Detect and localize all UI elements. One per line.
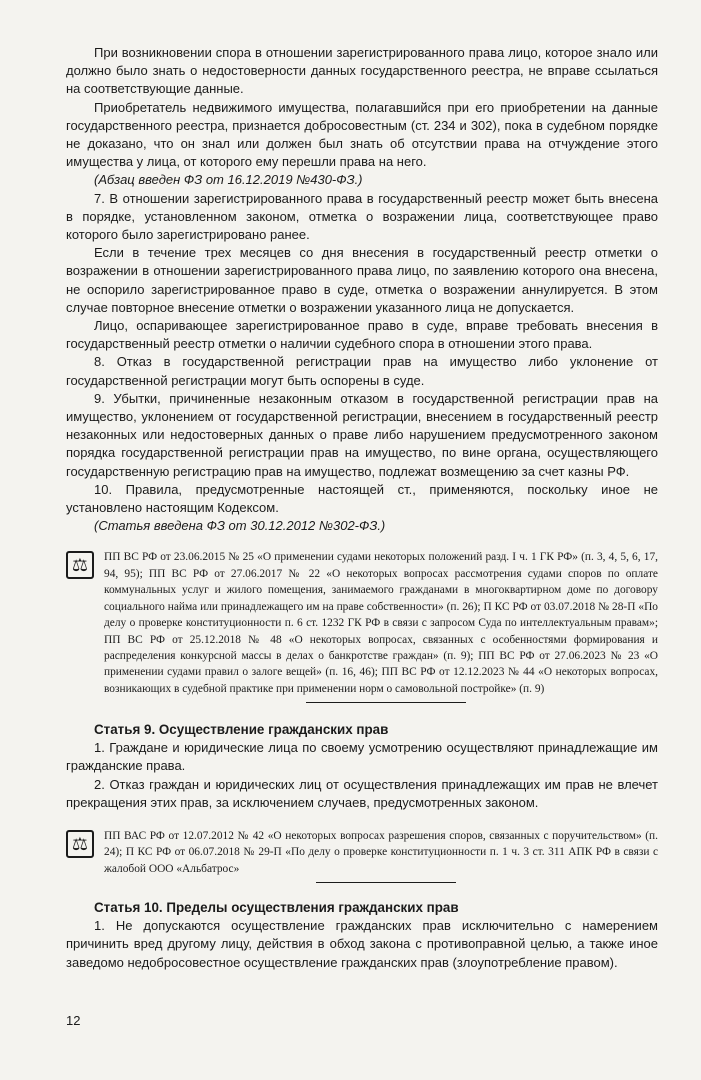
article-9-heading: Статья 9. Осуществление гражданских прав (94, 722, 389, 738)
paragraph: 9. Убытки, причиненные незаконным отказом в государственной регистрации прав на имущество, уклонением от государственной регистрации, внесением в государственный реестр незаконных или недостоверных данных о праве либо нарушением предусмотренного законом порядка государственной регистрации прав на имущество, по вине органа, осуществляющего государственную регистрацию прав на имущество, подлежат возмещению за счет казны РФ. (66, 390, 658, 479)
paragraph: 8. Отказ в государственной регистрации прав на имущество либо уклонение от государственной регистрации могут быть оспорены в суде. (66, 354, 658, 388)
scales-icon: ⚖ (66, 551, 94, 579)
court-practice-note (66, 549, 658, 697)
article-10-heading: Статья 10. Пределы осуществления гражданских прав (94, 900, 459, 916)
paragraph: Если в течение трех месяцев со дня внесения в государственный реестр отметки о возражении в отношении зарегистрированного права лицо, по заявлению которого она внесена, не оспорило зарегистрированное право в суде, отметка о возражении аннулируется. В этом случае повторное внесение отметки о возражении указанного лица не допускается. (66, 245, 658, 315)
page-number: 12 (66, 1013, 81, 1028)
paragraph: 10. Правила, предусмотренные настоящей ст., применяются, поскольку иное не установлено настоящим Кодексом. (66, 481, 658, 516)
court-practice-note (66, 828, 658, 877)
paragraph: 1. Не допускаются осуществление гражданских прав исключительно с намерением причинить вред другому лицу, действия в обход закона с противоправной целью, а также иное заведомо недобросовестное осуществление гражданских прав (злоупотребление правом). (66, 918, 658, 970)
paragraph: Лицо, оспаривающее зарегистрированное право в суде, вправе требовать внесения в государственный реестр отметки о наличии судебного спора в отношении этого права. (66, 318, 658, 352)
divider (306, 702, 466, 703)
paragraph: 2. Отказ граждан и юридических лиц от осуществления принадлежащих им прав не влечет прекращения этих прав, за исключением случаев, предусмотренных законом. (66, 776, 658, 810)
paragraph: Приобретатель недвижимого имущества, полагавшийся при его приобретении на данные государственного реестра, признается добросовестным (ст. 234 и 302), пока в судебном порядке не доказано, что он знал или должен был знать об отсутствии права на отчуждение этого имущества у лица, от которого ему перешли права на него. (66, 99, 658, 170)
page-content (66, 44, 658, 972)
note-text: ПП ВАС РФ от 12.07.2012 № 42 «О некоторых вопросах разрешения споров, связанных с поручительством» (п. 24); П КС РФ от 06.07.2018 № 29-П «По делу о проверке конституционности п. 1 ч. 3 ст. 311 АПК РФ в связи с жалобой ООО «Альбатрос» (104, 829, 658, 875)
paragraph: 7. В отношении зарегистрированного права в государственный реестр может быть внесена в порядке, установленном законом, отметка о возражении лица, соответствующее право которого было зарегистрировано ранее. (66, 190, 658, 243)
divider (316, 882, 456, 883)
paragraph: 1. Граждане и юридические лица по своему усмотрению осуществляют принадлежащие им гражданские права. (66, 740, 658, 774)
note-text: ПП ВС РФ от 23.06.2015 № 25 «О применении судами некоторых положений разд. I ч. 1 ГК РФ» (п. 3, 4, 5, 6, 17, 94, 95); ПП ВС РФ от 27.06.2017 № 22 «О некоторых вопросах рассмотрения судами споров по оплате коммунальных услуг и жилого помещения, занимаемого гражданами в многоквартирном доме по договору социального найма или принадлежащего им на праве собственности» (п. 26); П КС РФ от 03.07.2018 № 28-П «По делу о проверке конституционности п. 6 ст. 1232 ГК РФ в связи с запросом Суда по интеллектуальным правам»; ПП ВС РФ от 25.12.2018 № 48 «О некоторых вопросах, связанных с особенностями формирования и распределения конкурсной массы в делах о банкротстве граждан» (п. 9); ПП ВС РФ от 27.06.2023 № 23 «О применении судами правил о залоге вещей» (п. 16, 46); ПП ВС РФ от 12.12.2023 № 44 «О некоторых вопросах, возникающих в судебной практике при применении норм о самовольной постройке» (п. 9) (104, 551, 658, 695)
amendment-note: (Статья введена ФЗ от 30.12.2012 №302-ФЗ.) (94, 518, 386, 534)
amendment-note: (Абзац введен ФЗ от 16.12.2019 №430-ФЗ.) (94, 172, 363, 188)
paragraph: При возникновении спора в отношении зарегистрированного права лицо, которое знало или должно было знать о недостоверности данных государственного реестра, не вправе ссылаться на соответствующие данные. (66, 45, 658, 97)
scales-icon: ⚖ (66, 830, 94, 858)
